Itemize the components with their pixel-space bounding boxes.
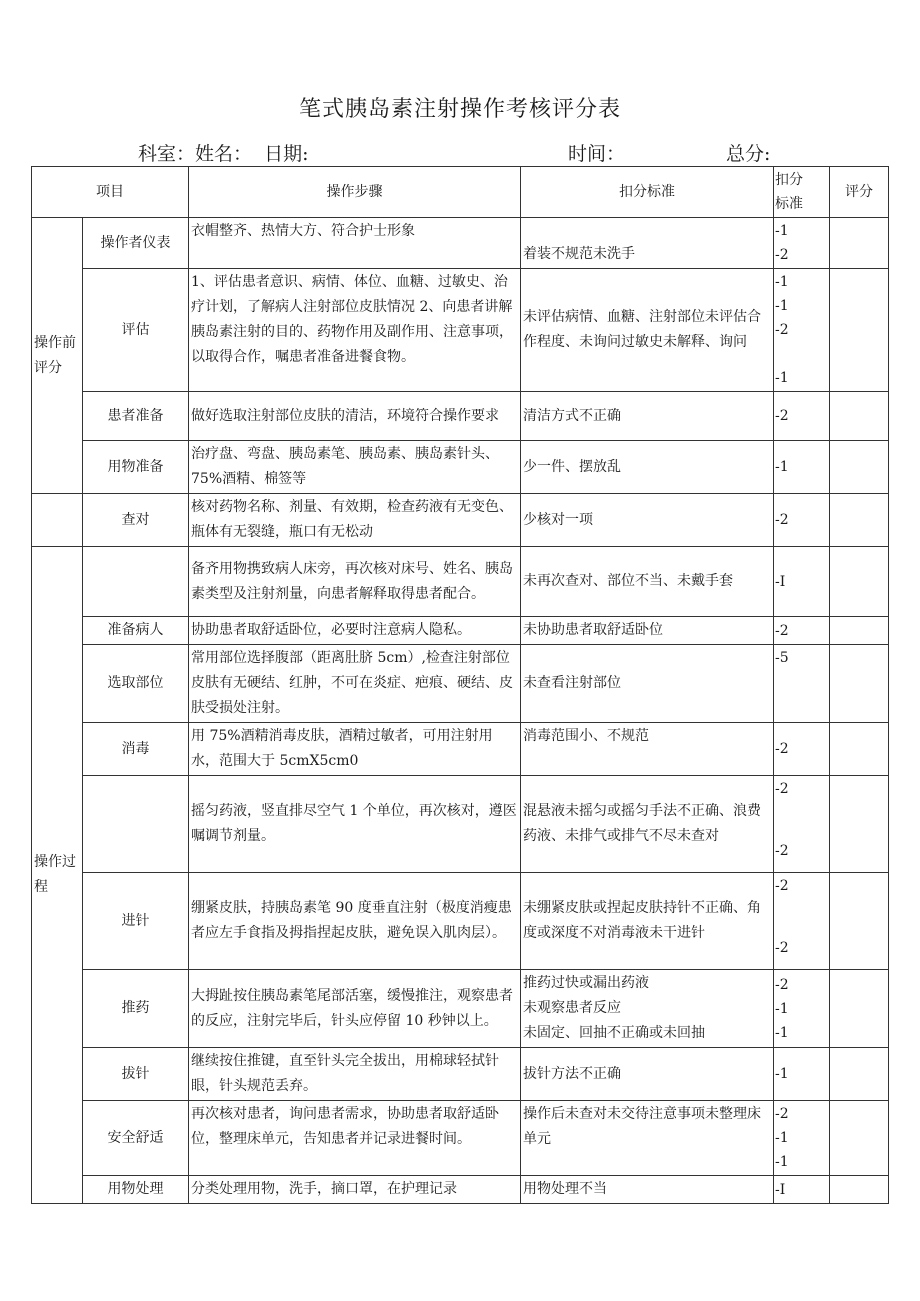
score-cell[interactable]	[830, 269, 889, 392]
deduct-cell: -1 -1 -2 -1	[774, 269, 830, 392]
step-cell: 衣帽整齐、热情大方、符合护士形象	[189, 218, 521, 269]
sub-item: 进针	[83, 873, 189, 970]
sub-item: 拔针	[83, 1048, 189, 1101]
dept-name-label: 科室：姓名： 日期:	[138, 143, 309, 165]
header-row	[32, 167, 889, 218]
deduct-cell: -I	[774, 547, 830, 617]
step-cell: 协助患者取舒适卧位，必要时注意病人隐私。	[189, 617, 521, 645]
deduct-cell: -2	[774, 494, 830, 547]
score-table	[31, 166, 889, 1204]
category-pre: 操作前 评分	[32, 218, 83, 494]
table-row	[32, 970, 889, 1048]
deduct-cell: -2	[774, 617, 830, 645]
header-standard: 扣分标准	[521, 167, 774, 218]
deduct-cell: -1 -2	[774, 218, 830, 269]
score-cell[interactable]	[830, 1048, 889, 1101]
score-cell[interactable]	[830, 617, 889, 645]
standard-cell: 少一件、摆放乱	[521, 441, 774, 494]
step-cell: 再次核对患者，询问患者需求，协助患者取舒适卧位，整理床单元，告知患者并记录进餐时间。	[189, 1101, 521, 1176]
standard-cell: 未评估病情、血糖、注射部位未评估合作程度、未询问过敏史未解释、询问	[521, 269, 774, 392]
standard-cell: 清洁方式不正确	[521, 392, 774, 441]
table-row	[32, 873, 889, 970]
deduct-cell: -1	[774, 1048, 830, 1101]
standard-cell: 未再次查对、部位不当、未戴手套	[521, 547, 774, 617]
score-cell[interactable]	[830, 441, 889, 494]
sub-item: 查对	[83, 494, 189, 547]
score-cell[interactable]	[830, 970, 889, 1048]
step-cell: 备齐用物携致病人床旁，再次核对床号、姓名、胰岛素类型及注射剂量，向患者解释取得患者配合。	[189, 547, 521, 617]
standard-cell: 未查看注射部位	[521, 645, 774, 723]
table-row	[32, 218, 889, 269]
sub-item: 评估	[83, 269, 189, 392]
score-cell[interactable]	[830, 1176, 889, 1204]
sub-item: 推药	[83, 970, 189, 1048]
deduct-cell: -2	[774, 392, 830, 441]
standard-cell: 少核对一项	[521, 494, 774, 547]
step-cell: 做好选取注射部位皮肤的清洁，环境符合操作要求	[189, 392, 521, 441]
standard-cell: 未绷紧皮肤或捏起皮肤持针不正确、角度或深度不对消毒液未干进针	[521, 873, 774, 970]
deduct-cell: -1	[774, 441, 830, 494]
sub-item	[83, 776, 189, 873]
score-cell[interactable]	[830, 873, 889, 970]
sub-item: 选取部位	[83, 645, 189, 723]
header-score: 评分	[830, 167, 889, 218]
time-label: 时间：	[568, 143, 626, 165]
standard-cell: 着装不规范未洗手	[521, 218, 774, 269]
standard-cell: 未协助患者取舒适卧位	[521, 617, 774, 645]
header-steps: 操作步骤	[189, 167, 521, 218]
sub-item: 准备病人	[83, 617, 189, 645]
table-row	[32, 1048, 889, 1101]
category-empty	[32, 494, 83, 547]
sub-item: 患者准备	[83, 392, 189, 441]
standard-cell: 消毒范围小、不规范	[521, 723, 774, 776]
sub-item: 用物处理	[83, 1176, 189, 1204]
table-row	[32, 392, 889, 441]
score-cell[interactable]	[830, 645, 889, 723]
step-cell: 用 75%酒精消毒皮肤，酒精过敏者，可用注射用水，范围大于 5cmX5cm0	[189, 723, 521, 776]
standard-cell: 混悬液未摇匀或摇匀手法不正确、浪费药液、未排气或排气不尽未查对	[521, 776, 774, 873]
step-cell: 绷紧皮肤，持胰岛素笔 90 度垂直注射（极度消瘦患者应左手食指及拇指捏起皮肤，避免误入肌肉层）。	[189, 873, 521, 970]
page-title: 笔式胰岛素注射操作考核评分表	[298, 97, 621, 122]
table-row	[32, 776, 889, 873]
deduct-cell: -I	[774, 1176, 830, 1204]
sub-item: 操作者仪表	[83, 218, 189, 269]
table-row	[32, 617, 889, 645]
header-item: 项目	[32, 167, 189, 218]
standard-cell: 用物处理不当	[521, 1176, 774, 1204]
step-cell: 分类处理用物，洗手，摘口罩，在护理记录	[189, 1176, 521, 1204]
score-cell[interactable]	[830, 723, 889, 776]
category-during: 操作过 程	[32, 547, 83, 1204]
score-cell[interactable]	[830, 218, 889, 269]
score-cell[interactable]	[830, 547, 889, 617]
table-row	[32, 1101, 889, 1176]
standard-cell: 拔针方法不正确	[521, 1048, 774, 1101]
deduct-cell: -5	[774, 645, 830, 723]
score-cell[interactable]	[830, 1101, 889, 1176]
sub-item: 消毒	[83, 723, 189, 776]
table-row	[32, 269, 889, 392]
deduct-cell: -2 -1 -1	[774, 1101, 830, 1176]
standard-cell: 操作后未查对未交待注意事项未整理床单元	[521, 1101, 774, 1176]
total-score-label: 总分:	[726, 143, 771, 165]
step-cell: 1、评估患者意识、病情、体位、血糖、过敏史、治疗计划，了解病人注射部位皮肤情况 2、向患者讲解胰岛素注射的目的、药物作用及副作用、注意事项，以取得合作，嘱患者准备进餐食物。	[189, 269, 521, 392]
deduct-cell: -2 -2	[774, 776, 830, 873]
step-cell: 核对药物名称、剂量、有效期，检查药液有无变色、瓶体有无裂缝，瓶口有无松动	[189, 494, 521, 547]
step-cell: 治疗盘、弯盘、胰岛素笔、胰岛素、胰岛素针头、75%酒精、棉签等	[189, 441, 521, 494]
sub-item	[83, 547, 189, 617]
standard-cell: 推药过快或漏出药液 未观察患者反应 未固定、回抽不正确或未回抽	[521, 970, 774, 1048]
table-row	[32, 441, 889, 494]
table-row	[32, 1176, 889, 1204]
table-row	[32, 547, 889, 617]
score-cell[interactable]	[830, 494, 889, 547]
step-cell: 大拇趾按住胰岛素笔尾部活塞，缓慢推注，观察患者的反应，注射完毕后，针头应停留 10 秒钟以上。	[189, 970, 521, 1048]
score-cell[interactable]	[830, 392, 889, 441]
deduct-cell: -2 -1 -1	[774, 970, 830, 1048]
sub-item: 安全舒适	[83, 1101, 189, 1176]
table-row	[32, 645, 889, 723]
sub-item: 用物准备	[83, 441, 189, 494]
deduct-cell: -2	[774, 723, 830, 776]
step-cell: 摇匀药液，竖直排尽空气 1 个单位，再次核对，遵医嘱调节剂量。	[189, 776, 521, 873]
score-cell[interactable]	[830, 776, 889, 873]
deduct-cell: -2 -2	[774, 873, 830, 970]
table-row	[32, 494, 889, 547]
step-cell: 继续按住推键，直至针头完全拔出，用棉球轻拭针眼，针头规范丢弃。	[189, 1048, 521, 1101]
table-row	[32, 723, 889, 776]
step-cell: 常用部位选择腹部（距离肚脐 5cm）,检查注射部位皮肤有无硬结、红肿，不可在炎症、疤痕、硬结、皮肤受损处注射。	[189, 645, 521, 723]
header-deduct: 扣分 标准	[774, 167, 830, 218]
